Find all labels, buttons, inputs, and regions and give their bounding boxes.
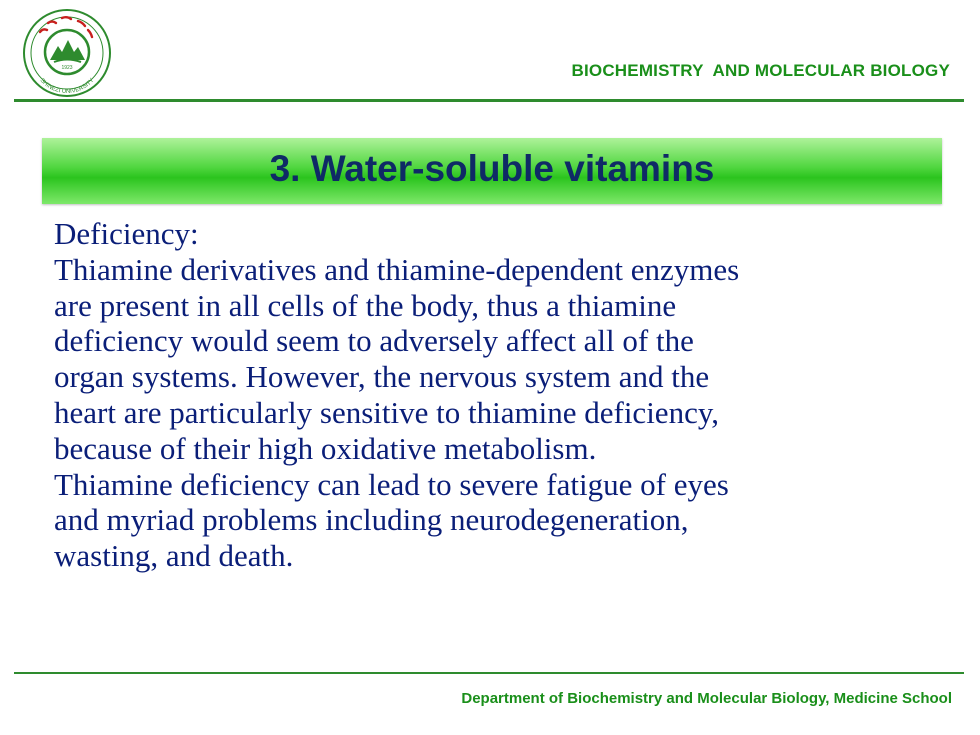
body-line: wasting, and death.	[54, 538, 294, 574]
footer-divider	[14, 672, 964, 674]
body-line: Deficiency:	[54, 216, 199, 251]
slide-title: 3. Water-soluble vitamins	[269, 148, 715, 189]
body-line: Thiamine deficiency can lead to severe fatigue of eyes	[54, 466, 729, 502]
header-title: BIOCHEMISTRY AND MOLECULAR BIOLOGY	[571, 61, 950, 80]
header-divider	[14, 99, 964, 102]
body-line: because of their high oxidative metabolism.	[54, 430, 597, 466]
body-line: Thiamine derivatives and thiamine-dependent enzymes	[54, 251, 740, 287]
body-line: organ systems. However, the nervous system and the	[54, 359, 710, 395]
footer-department: Department of Biochemistry and Molecular Biology, Medicine School	[461, 690, 952, 707]
body-line: heart are particularly sensitive to thiamine deficiency,	[54, 394, 720, 430]
university-seal-icon	[18, 8, 116, 98]
slide-body	[54, 216, 944, 574]
body-line: deficiency would seem to adversely affect all of the	[54, 323, 694, 359]
logo-ring-text: SHINEZI UNIVERSITY	[38, 77, 96, 96]
body-line: are present in all cells of the body, thus a thiamine	[54, 287, 677, 323]
logo-year: 1923	[61, 65, 73, 71]
body-line: and myriad problems including neurodegeneration,	[54, 502, 689, 538]
